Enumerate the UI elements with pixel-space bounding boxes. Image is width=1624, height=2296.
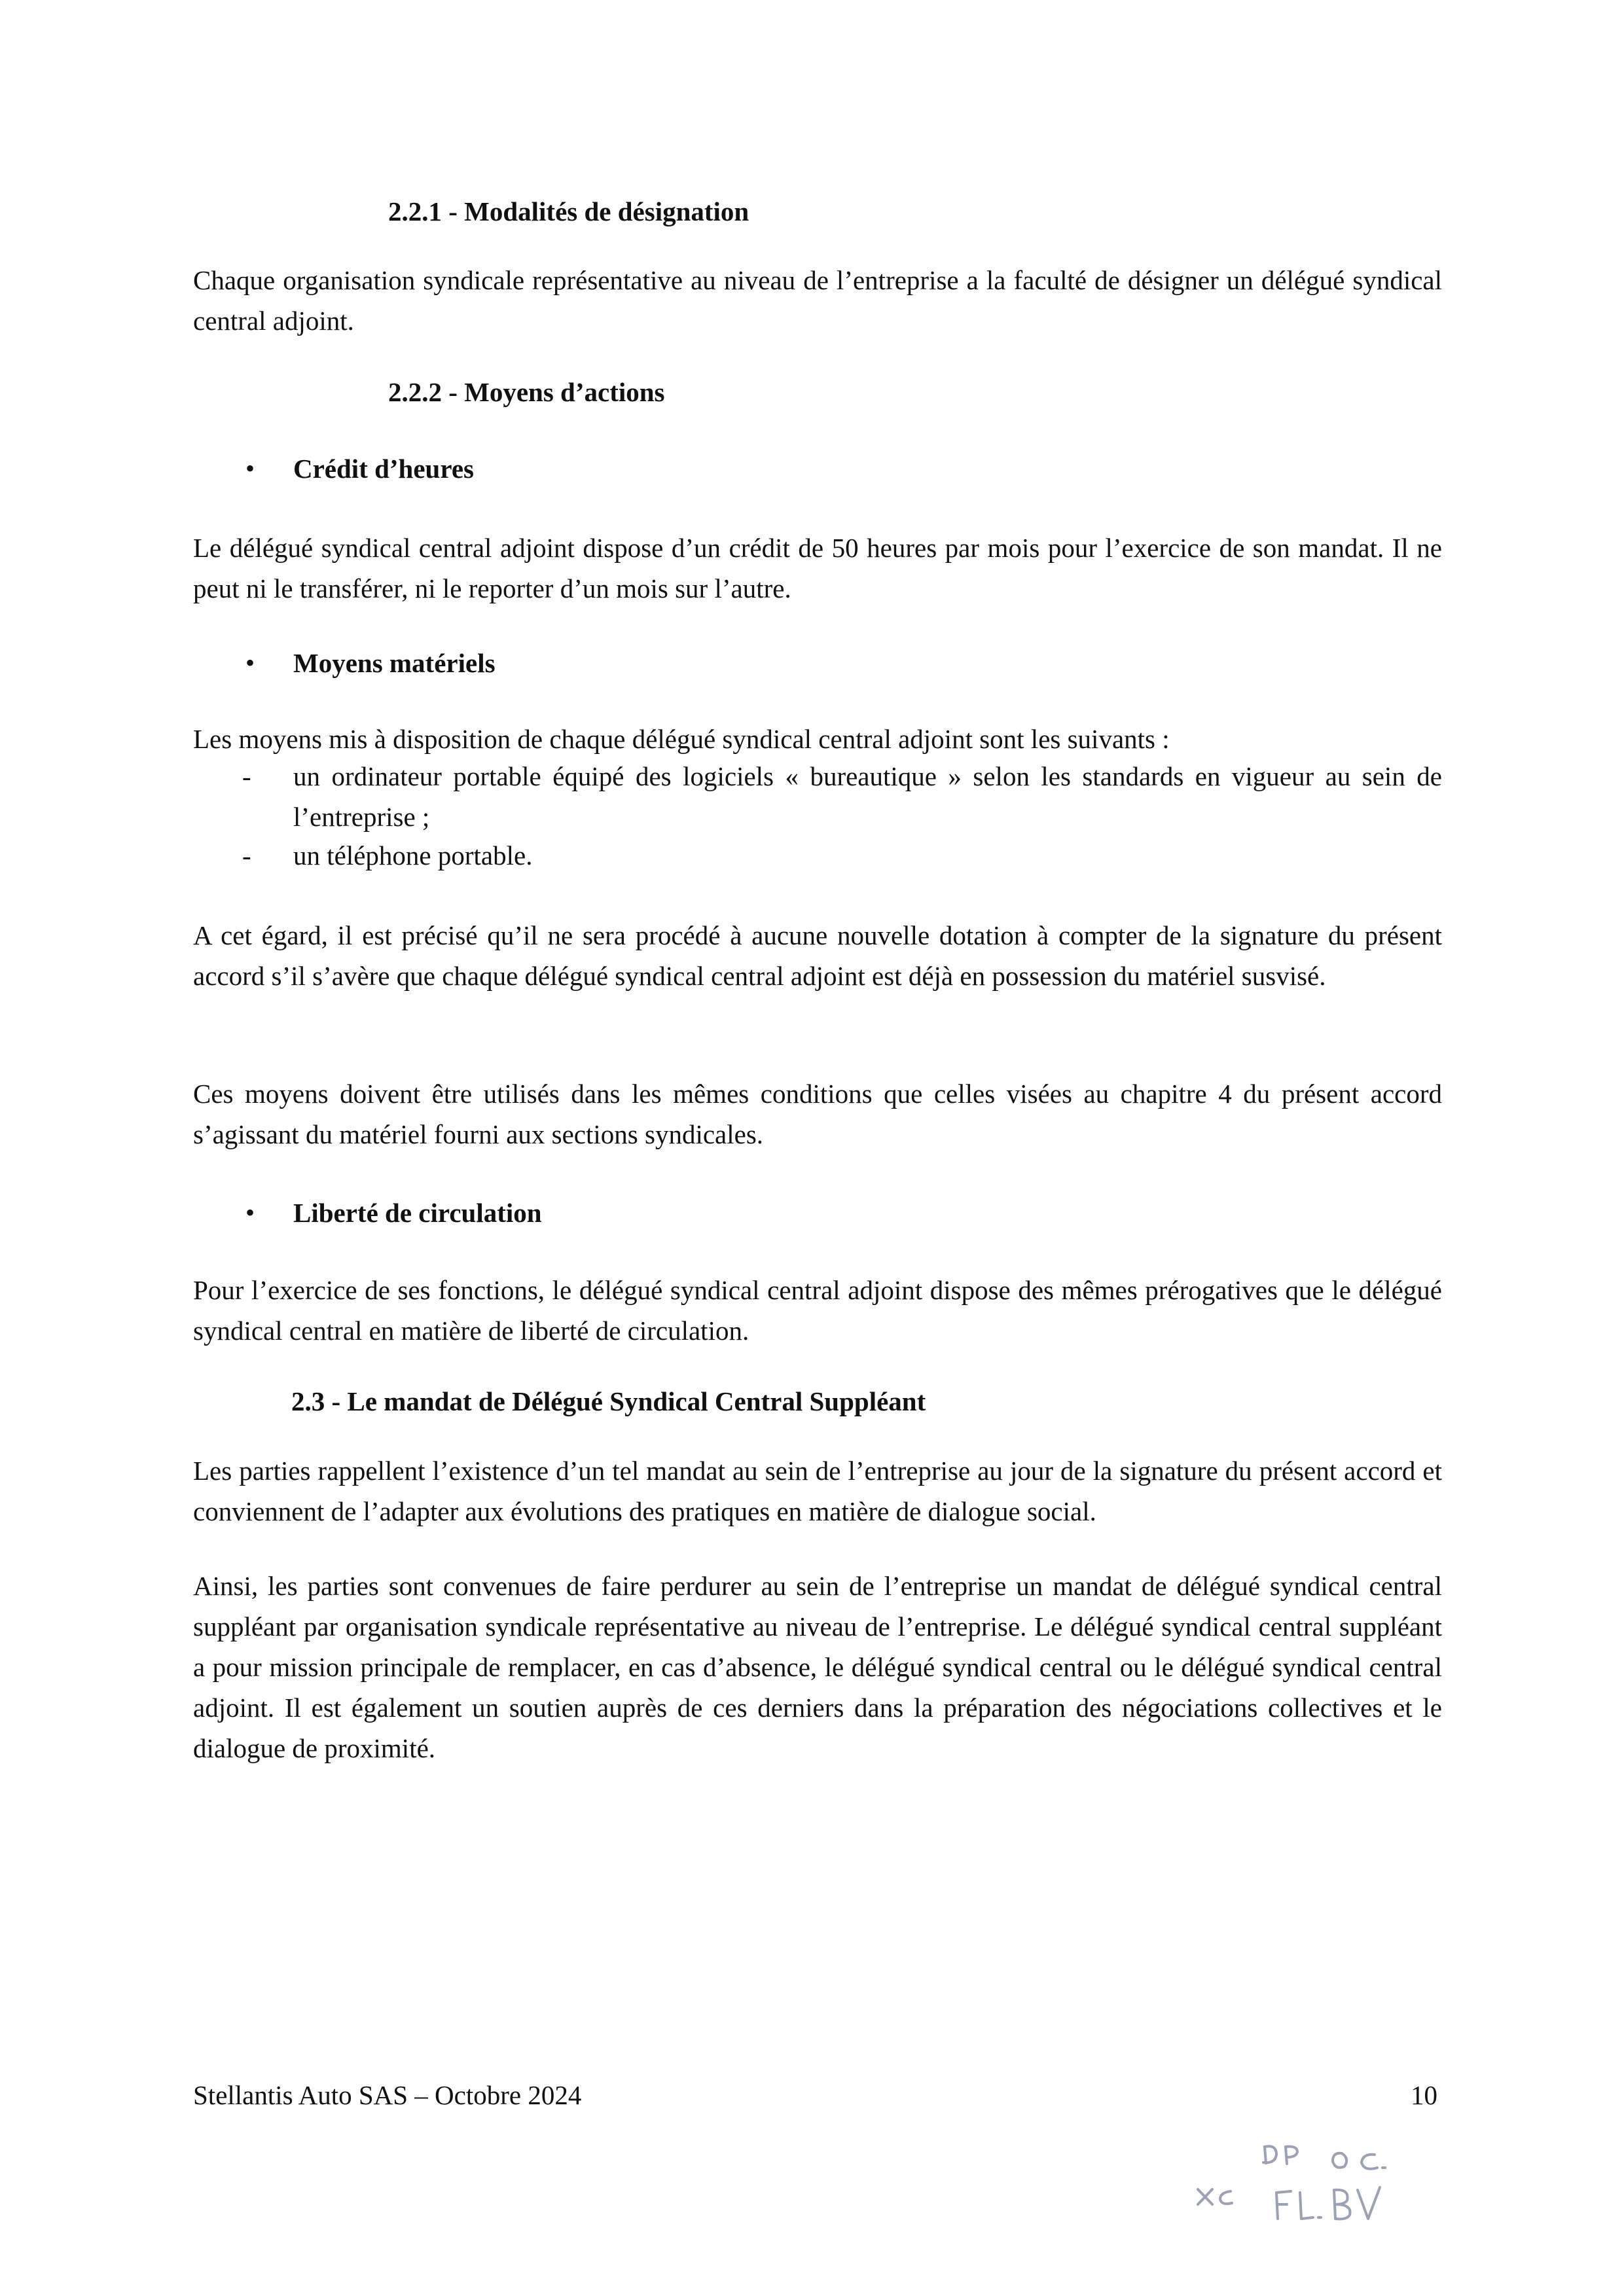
paragraph-circulation: Pour l’exercice de ses fonctions, le délégué syndical central adjoint dispose des mêmes prérogatives que le délégué syndical central en matière de liberté de circulation. <box>193 1275 1442 1346</box>
bullet-glyph: • <box>245 1198 255 1227</box>
heading-2-2-1: 2.2.1 - Modalités de désignation <box>388 196 749 226</box>
paragraph-credit: Le délégué syndical central adjoint dispose d’un crédit de 50 heures par mois pour l’exercice de son mandat. Il ne peut ni le transférer, ni le reporter d’un mois sur l’autre. <box>193 533 1442 603</box>
list-item <box>242 756 1442 837</box>
list-item-text: un téléphone portable. <box>293 840 533 870</box>
bullet-glyph: • <box>245 648 255 677</box>
bullet-credit-heures: Crédit d’heures <box>293 454 474 484</box>
list-item-text: un ordinateur portable équipé des logiciels « bureautique » selon les standards en vigueur au sein de l’entreprise ; <box>293 761 1442 832</box>
dash-glyph: - <box>242 761 251 791</box>
paragraph-moyens-intro: Les moyens mis à disposition de chaque délégué syndical central adjoint sont les suivants : <box>193 724 1170 754</box>
paragraph-mandat-suppleant: Ainsi, les parties sont convenues de faire perdurer au sein de l’entreprise un mandat de délégué syndical central suppléant par organisation syndicale représentative au niveau de l’entreprise. Le délégué syndical central suppléant a pour mission principale de remplacer, en cas d’absence, le délégué syndical central ou le délégué syndical central adjoint. Il est également un soutien auprès de ces derniers dans la préparation des négociations collectives et le dialogue de proximité. <box>193 1571 1442 1763</box>
paragraph-designation: Chaque organisation syndicale représentative au niveau de l’entreprise a la faculté de désigner un délégué syndical central adjoint. <box>193 265 1442 336</box>
paragraph-mandat-existence: Les parties rappellent l’existence d’un tel mandat au sein de l’entreprise au jour de la signature du présent accord et conviennent de l’adapter aux évolutions des pratiques en matière de dialogue social. <box>193 1456 1442 1526</box>
list-item <box>242 835 1442 876</box>
paragraph-dotation: A cet égard, il est précisé qu’il ne sera procédé à aucune nouvelle dotation à compter de la signature du présent accord s’il s’avère que chaque délégué syndical central adjoint est déjà en possession du matériel susvisé. <box>193 920 1442 991</box>
handwritten-initials <box>1178 2127 1440 2238</box>
bullet-glyph: • <box>245 454 255 483</box>
heading-2-2-2: 2.2.2 - Moyens d’actions <box>388 377 665 407</box>
bullet-liberte-circulation: Liberté de circulation <box>293 1198 542 1228</box>
dash-glyph: - <box>242 840 251 870</box>
paragraph-utilisation: Ces moyens doivent être utilisés dans les mêmes conditions que celles visées au chapitre 4 du présent accord s’agissant du matériel fourni aux sections syndicales. <box>193 1079 1442 1149</box>
bullet-moyens-materiels: Moyens matériels <box>293 648 496 678</box>
footer-left: Stellantis Auto SAS – Octobre 2024 <box>193 2080 582 2110</box>
page-number: 10 <box>1411 2080 1437 2110</box>
heading-2-3: 2.3 - Le mandat de Délégué Syndical Central Suppléant <box>291 1386 926 1416</box>
